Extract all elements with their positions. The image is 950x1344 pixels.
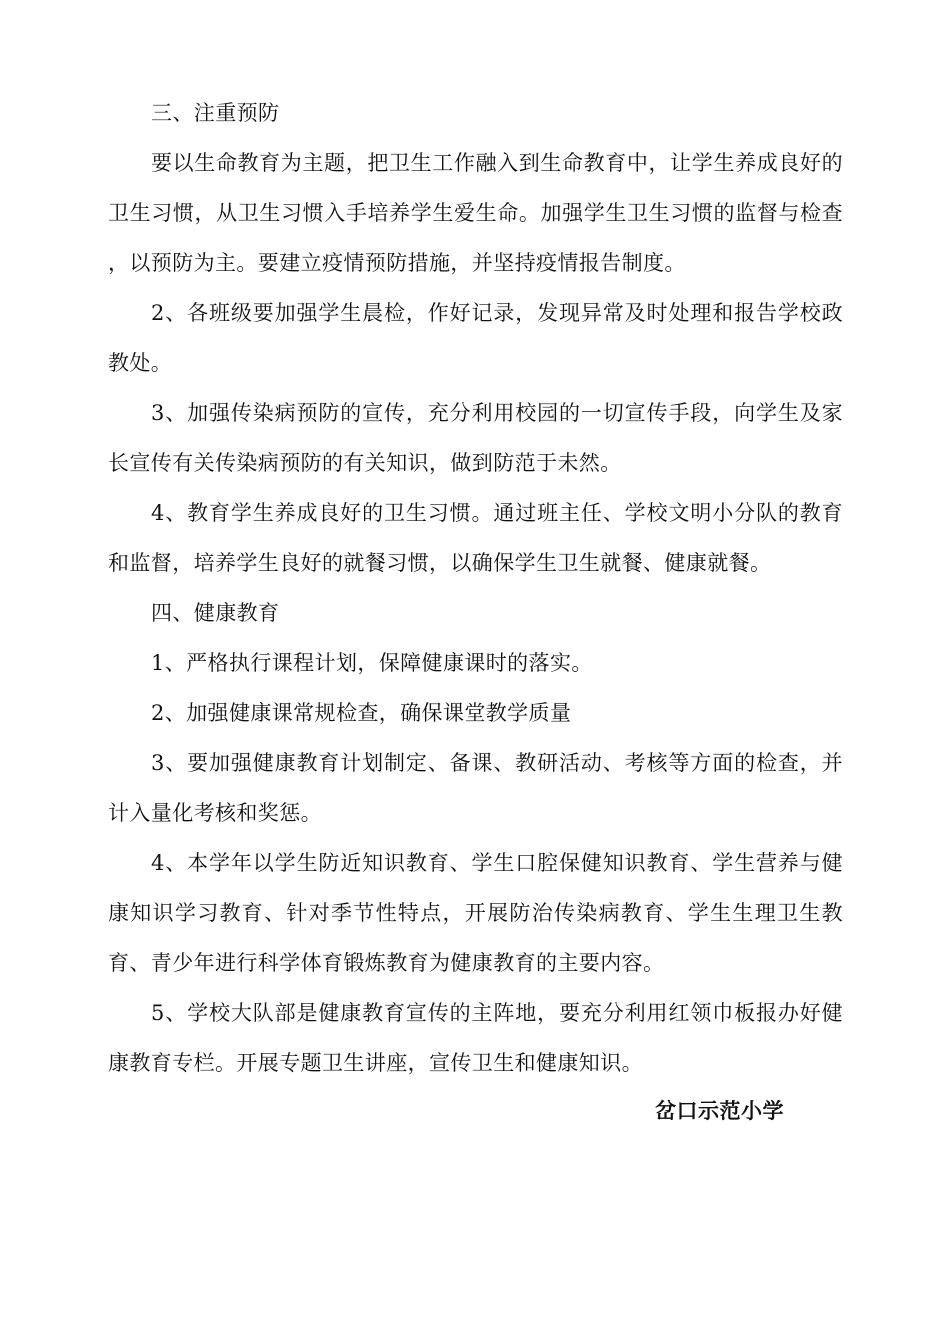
paragraph-course-plan: 1、严格执行课程计划，保障健康课时的落实。 (151, 651, 593, 675)
paragraph-disease-publicity: 3、加强传染病预防的宣传，充分利用校园的一切宣传手段，向学生及家长宣传有关传染病预防的有关知识，做到防范于未然。 (108, 401, 843, 475)
paragraph-brigade-publicity: 5、学校大队部是健康教育宣传的主阵地，要充分利用红领巾板报办好健康教育专栏。开展专题卫生讲座，宣传卫生和健康知识。 (108, 1001, 843, 1075)
paragraph-life-education: 要以生命教育为主题，把卫生工作融入到生命教育中，让学生养成良好的卫生习惯，从卫生习惯入手培养学生爱生命。加强学生卫生习惯的监督与检查 ，以预防为主。要建立疫情预防措施，并坚持疫情报告制度。 (108, 151, 843, 275)
school-signature: 岔口示范小学 (655, 1099, 784, 1123)
document-body (108, 88, 843, 1088)
paragraph-hygiene-habits: 4、教育学生养成良好的卫生习惯。通过班主任、学校文明小分队的教育和监督，培养学生良好的就餐习惯，以确保学生卫生就餐、健康就餐。 (108, 501, 843, 575)
paragraph-annual-content: 4、本学年以学生防近知识教育、学生口腔保健知识教育、学生营养与健康知识学习教育、针对季节性特点，开展防治传染病教育、学生生理卫生教育、青少年进行科学体育锻炼教育为健康教育的主要内容。 (108, 851, 843, 975)
paragraph-routine-check: 2、加强健康课常规检查，确保课堂教学质量 (151, 701, 572, 725)
paragraph-plan-inspection: 3、要加强健康教育计划制定、备课、教研活动、考核等方面的检查，并计入量化考核和奖惩。 (108, 751, 843, 825)
paragraph-morning-check: 2、各班级要加强学生晨检，作好记录，发现异常及时处理和报告学校政教处。 (108, 301, 843, 375)
section-heading-health-education: 四、健康教育 (151, 601, 280, 625)
section-heading-prevention: 三、注重预防 (151, 101, 280, 125)
